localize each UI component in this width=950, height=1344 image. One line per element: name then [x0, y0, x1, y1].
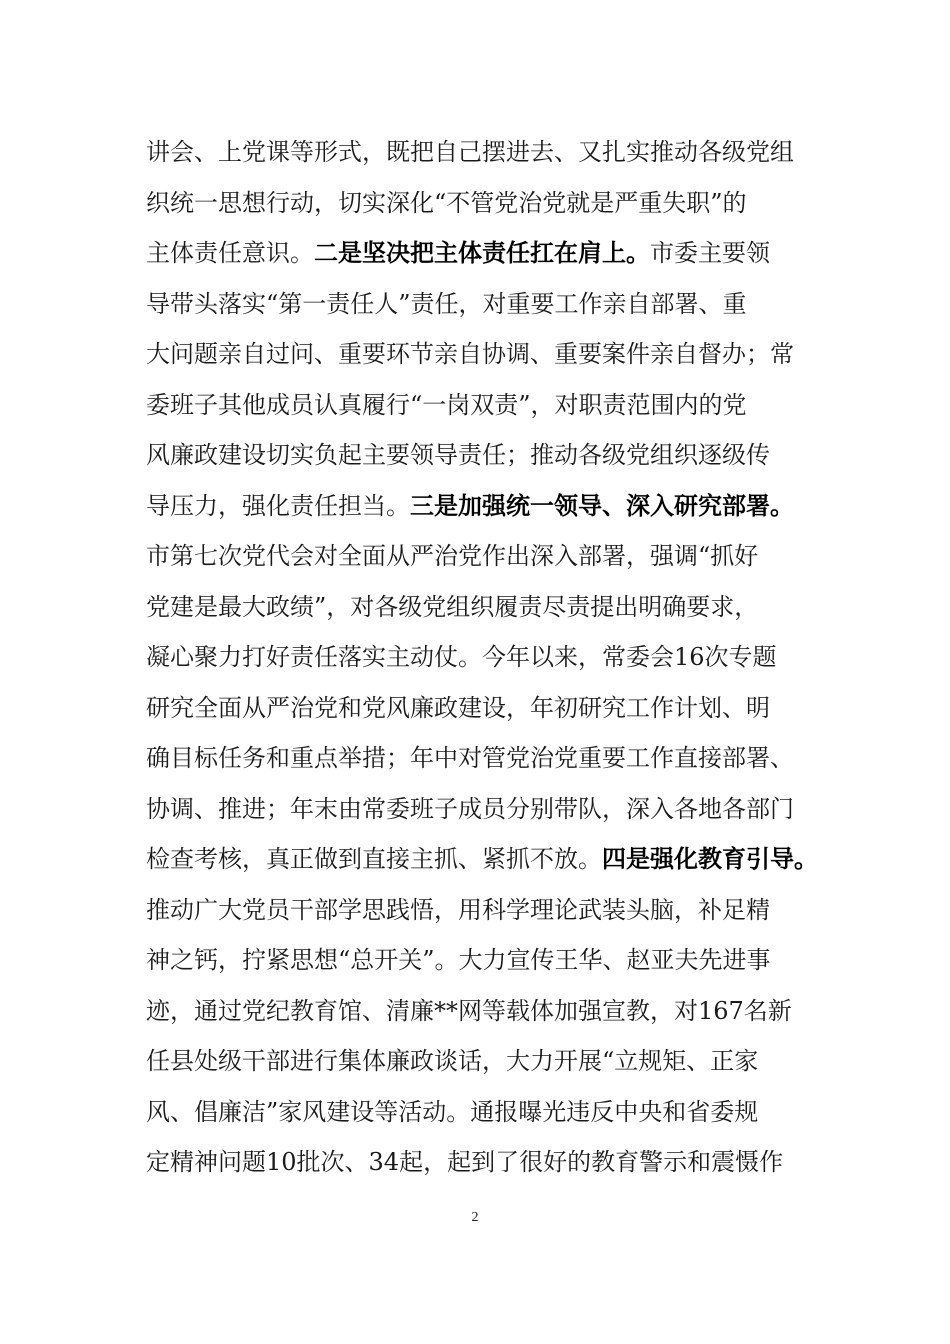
text-line	[146, 531, 826, 582]
text-line	[146, 279, 826, 330]
bold-heading-text: 三是加强统一领导、深入研究部署。	[410, 490, 794, 520]
body-text-segment: 确目标任务和重点举措；年中对管党治党重要工作直接部署、	[146, 744, 794, 772]
body-text-segment: 风、倡廉洁”家风建设等活动。通报曝光违反中央和省委规	[146, 1097, 759, 1126]
text-line	[146, 430, 826, 481]
body-text-segment: 检查考核，真正做到直接主抓、紧抓不放。	[146, 845, 602, 873]
page-number: 2	[471, 1210, 479, 1225]
body-text-segment: 主体责任意识。	[146, 239, 314, 267]
body-text-segment: 导带头落实“第一责任人”责任，对重要工作亲自部署、重	[146, 289, 747, 318]
text-line	[146, 582, 826, 633]
body-text-segment: 导压力，强化责任担当。	[146, 491, 410, 520]
body-text-segment: 任县处级干部进行集体廉政谈话，大力开展“立规矩、正家	[146, 1047, 759, 1075]
text-line	[146, 733, 826, 784]
text-line	[146, 1087, 826, 1138]
body-text-segment: 定精神问题10批次、34起，起到了很好的教育警示和震慑作	[146, 1148, 784, 1176]
text-line	[146, 329, 826, 380]
body-text-segment: 凝心聚力打好责任落实主动仗。今年以来，常委会16次专题	[146, 643, 777, 671]
body-text-segment: 讲会、上党课等形式，既把自己摆进去、又扎实推动各级党组	[146, 138, 794, 166]
body-text	[146, 127, 826, 1188]
text-line	[146, 380, 826, 431]
body-text-segment: 研究全面从严治党和党风廉政建设，年初研究工作计划、明	[146, 693, 770, 722]
text-line	[146, 1036, 826, 1087]
body-text-segment: 大问题亲自过问、重要环节亲自协调、重要案件亲自督办；常	[146, 340, 794, 368]
body-text-segment: 迹，通过党纪教育馆、清廉**网等载体加强宣教，对167名新	[146, 996, 792, 1025]
text-line	[146, 986, 826, 1037]
body-text-segment: 推动广大党员干部学思践悟，用科学理论武装头脑，补足精	[146, 895, 770, 924]
body-text-segment: 党建是最大政绩”，对各级党组织履责尽责提出明确要求，	[146, 592, 759, 621]
text-line	[146, 178, 826, 229]
bold-heading-text: 四是强化教育引导。	[602, 844, 818, 873]
body-text-segment: 市委主要领	[650, 239, 770, 267]
text-line	[146, 481, 826, 532]
text-line	[146, 784, 826, 835]
body-text-segment: 协调、推进；年末由常委班子成员分别带队，深入各地各部门	[146, 794, 794, 823]
text-line	[146, 885, 826, 936]
body-text-segment: 神之钙，拧紧思想“总开关”。大力宣传王华、赵亚夫先进事	[146, 946, 771, 974]
body-text-segment: 委班子其他成员认真履行“一岗双责”，对职责范围内的党	[146, 390, 747, 419]
body-text-segment: 风廉政建设切实负起主要领导责任；推动各级党组织逐级传	[146, 441, 770, 469]
text-line	[146, 127, 826, 178]
body-text-segment: 市第七次党代会对全面从严治党作出深入部署，强调“抓好	[146, 542, 759, 570]
text-line	[146, 228, 826, 279]
text-line	[146, 632, 826, 683]
body-text-segment: 织统一思想行动，切实深化“不管党治党就是严重失职”的	[146, 188, 747, 217]
text-line	[146, 1137, 826, 1188]
text-line	[146, 935, 826, 986]
text-line	[146, 834, 826, 885]
text-line	[146, 683, 826, 734]
bold-heading-text: 二是坚决把主体责任扛在肩上。	[314, 238, 650, 267]
